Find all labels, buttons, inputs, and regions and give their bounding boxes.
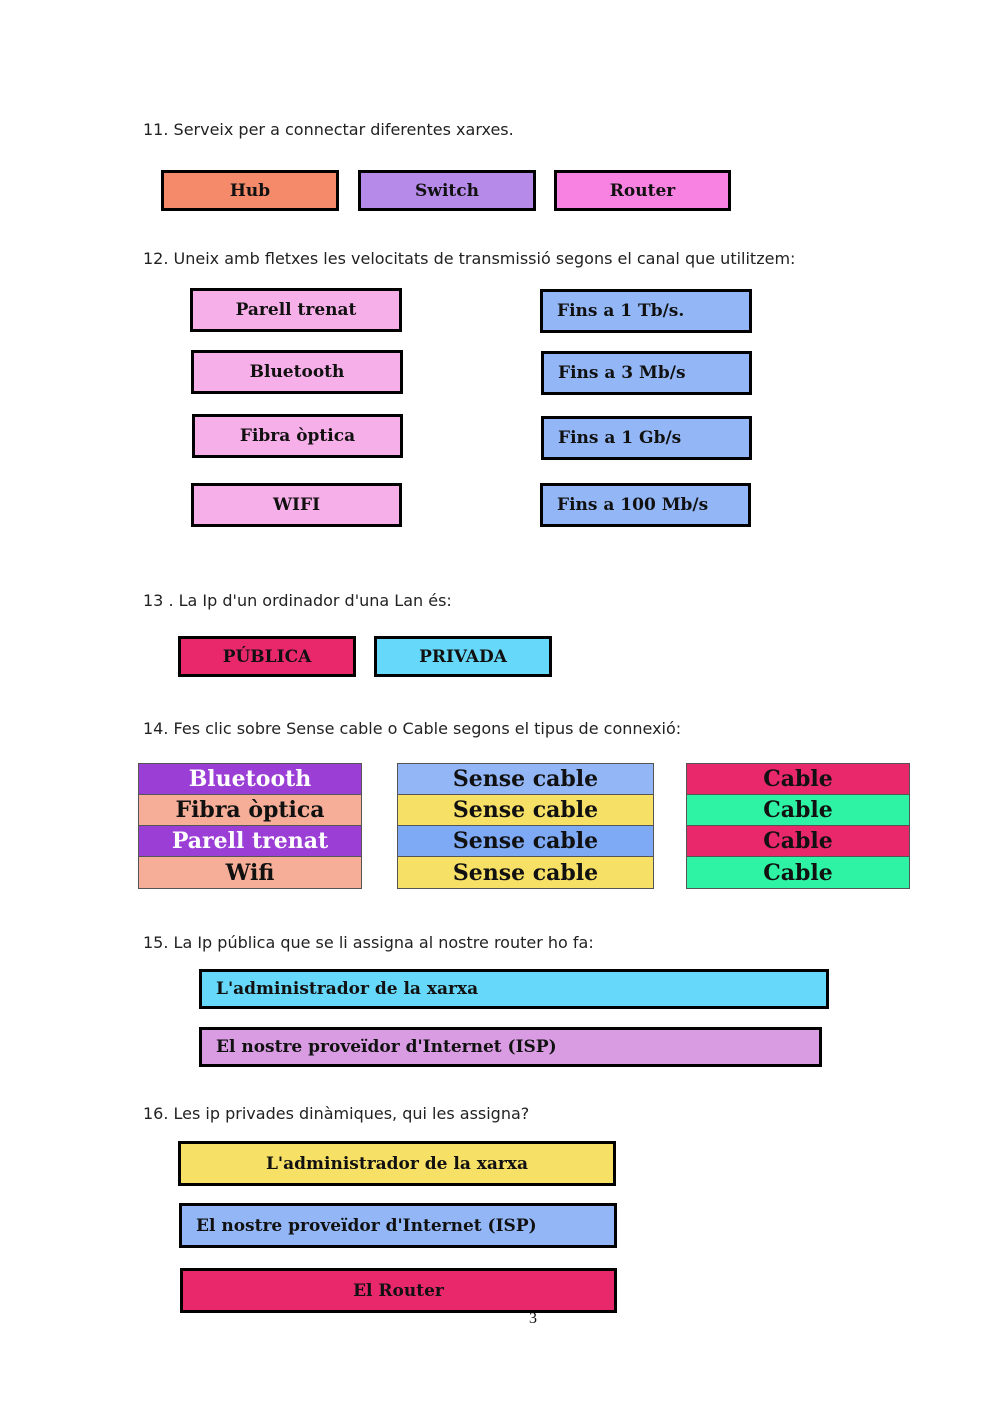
- q14-wireless-option[interactable]: Sense cable: [397, 794, 654, 826]
- q14-wireless-option[interactable]: Sense cable: [397, 825, 654, 857]
- q14-connection-item: Parell trenat: [138, 825, 362, 857]
- q15-option-isp[interactable]: El nostre proveïdor d'Internet (ISP): [199, 1027, 822, 1067]
- question-14-text: 14. Fes clic sobre Sense cable o Cable segons el tipus de connexió:: [143, 719, 682, 738]
- question-11-text: 11. Serveix per a connectar diferentes xarxes.: [143, 120, 514, 139]
- page-number: 3: [529, 1310, 537, 1327]
- q16-option-admin[interactable]: L'administrador de la xarxa: [178, 1141, 616, 1186]
- q12-left-item[interactable]: WIFI: [191, 483, 402, 527]
- question-15-text: 15. La Ip pública que se li assigna al nostre router ho fa:: [143, 933, 594, 952]
- q16-option-isp[interactable]: El nostre proveïdor d'Internet (ISP): [179, 1203, 617, 1248]
- q15-option-admin[interactable]: L'administrador de la xarxa: [199, 969, 829, 1009]
- q12-right-item[interactable]: Fins a 100 Mb/s: [540, 483, 751, 527]
- q14-wireless-option[interactable]: Sense cable: [397, 763, 654, 795]
- q14-connection-item: Fibra òptica: [138, 794, 362, 826]
- q11-option-router[interactable]: Router: [554, 170, 731, 211]
- q12-left-item[interactable]: Parell trenat: [190, 288, 402, 332]
- q14-connection-item: Wifi: [138, 856, 362, 889]
- q12-right-item[interactable]: Fins a 3 Mb/s: [541, 351, 752, 395]
- q12-right-item[interactable]: Fins a 1 Tb/s.: [540, 289, 752, 333]
- q12-right-item[interactable]: Fins a 1 Gb/s: [541, 416, 752, 460]
- q16-option-router[interactable]: El Router: [180, 1268, 617, 1313]
- q13-option-publica[interactable]: PÚBLICA: [178, 636, 356, 677]
- q11-option-switch[interactable]: Switch: [358, 170, 536, 211]
- q14-wired-option[interactable]: Cable: [686, 794, 910, 826]
- question-13-text: 13 . La Ip d'un ordinador d'una Lan és:: [143, 591, 452, 610]
- q14-connection-item: Bluetooth: [138, 763, 362, 795]
- q14-wireless-option[interactable]: Sense cable: [397, 856, 654, 889]
- q11-option-hub[interactable]: Hub: [161, 170, 339, 211]
- q14-wired-option[interactable]: Cable: [686, 825, 910, 857]
- q12-left-item[interactable]: Bluetooth: [191, 350, 403, 394]
- question-16-text: 16. Les ip privades dinàmiques, qui les assigna?: [143, 1104, 530, 1123]
- q13-option-privada[interactable]: PRIVADA: [374, 636, 552, 677]
- q14-wired-option[interactable]: Cable: [686, 763, 910, 795]
- question-12-text: 12. Uneix amb fletxes les velocitats de transmissió segons el canal que utilitzem:: [143, 249, 796, 268]
- q14-wired-option[interactable]: Cable: [686, 856, 910, 889]
- q12-left-item[interactable]: Fibra òptica: [192, 414, 403, 458]
